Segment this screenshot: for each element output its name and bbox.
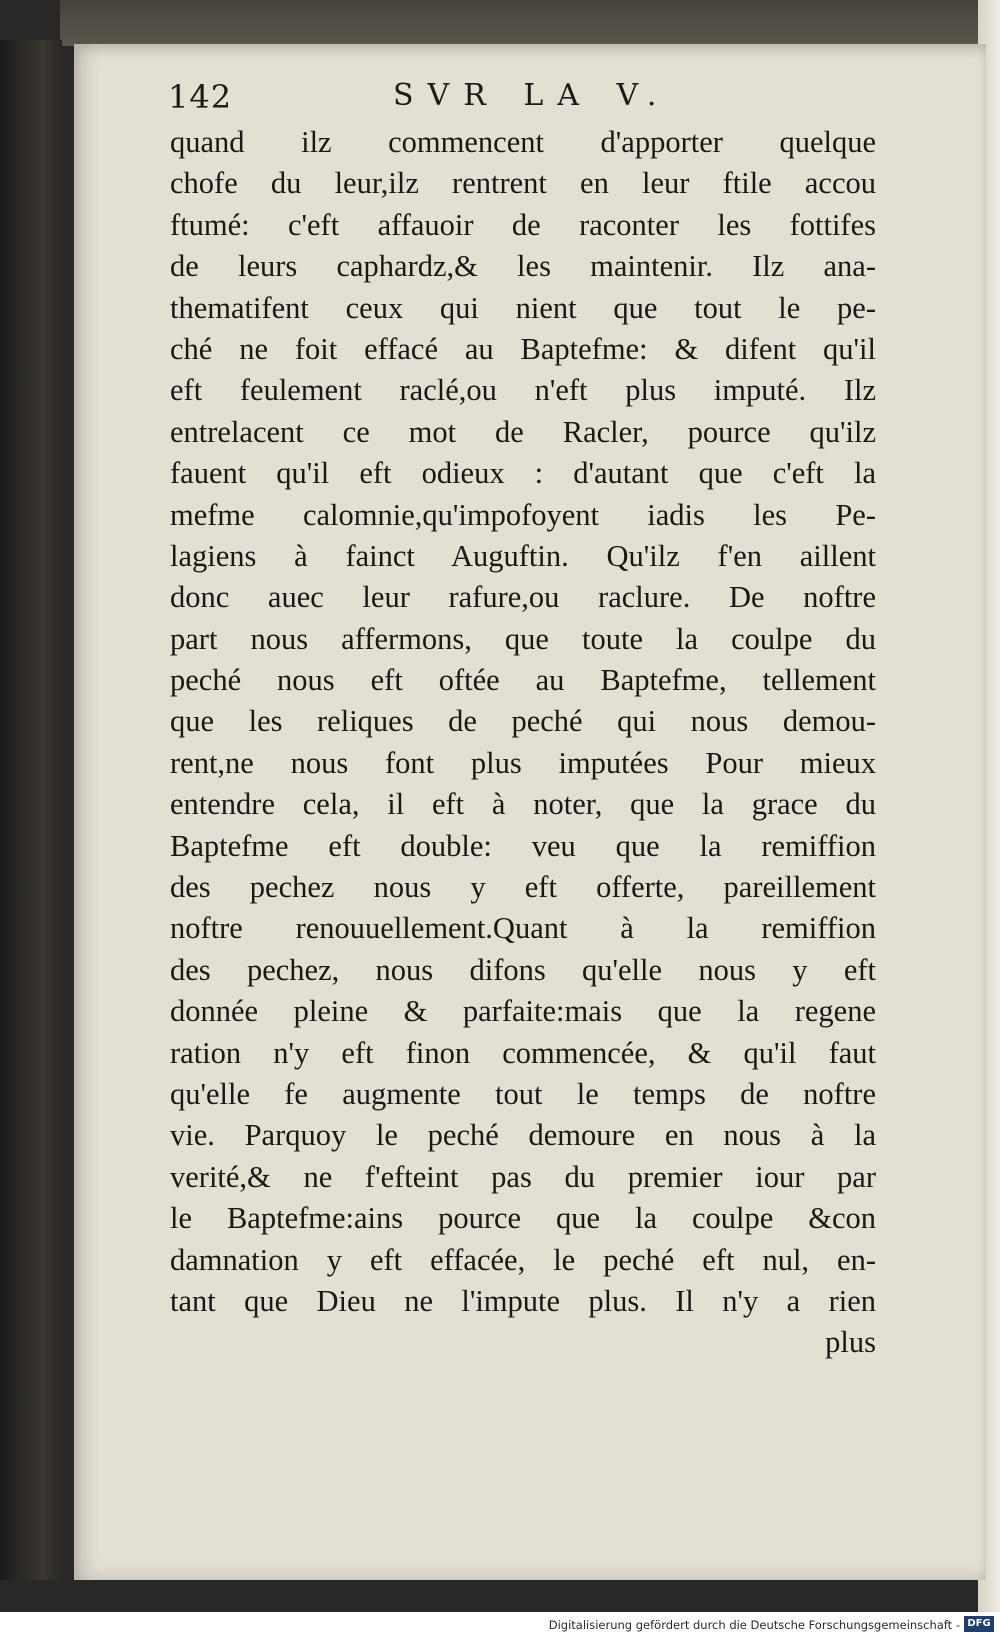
text-line: que les reliques de peché qui nous demou-: [170, 704, 876, 739]
text-line: donnée pleine & parfaite:mais que la regene: [170, 994, 876, 1029]
body-text: [170, 122, 876, 1364]
text-line: entendre cela, il eft à noter, que la grace du: [170, 787, 876, 822]
text-line: mefme calomnie,qu'impofoyent iadis les Pe-: [170, 497, 876, 532]
text-line: eft feulement raclé,ou n'eft plus imputé. Ilz: [170, 373, 876, 408]
text-line: donc auec leur rafure,ou raclure. De noftre: [170, 580, 876, 615]
text-line: Baptefme eft double: veu que la remiffion: [170, 828, 876, 863]
text-line: chofe du leur,ilz rentrent en leur ftile accou: [170, 166, 876, 201]
text-line: noftre renouuellement.Quant à la remiffion: [170, 911, 876, 946]
running-title: SVR LA V.: [393, 78, 671, 113]
text-line: ftumé: c'eft affauoir de raconter les fottifes: [170, 207, 876, 242]
text-line: rent,ne nous font plus imputées Pour mieux: [170, 745, 876, 780]
text-line: le Baptefme:ains pource que la coulpe &con: [170, 1201, 876, 1236]
catchword: plus: [825, 1325, 876, 1360]
text-line: de leurs caphardz,& les maintenir. Ilz ana-: [170, 249, 876, 284]
text-line: damnation y eft effacée, le peché eft nul, en-: [170, 1242, 876, 1277]
text-line: qu'elle fe augmente tout le temps de noftre: [170, 1076, 876, 1111]
text-line: fauent qu'il eft odieux : d'autant que c'eft la: [170, 456, 876, 491]
text-line: des pechez nous y eft offerte, pareillement: [170, 870, 876, 905]
text-line: quand ilz commencent d'apporter quelque: [170, 125, 876, 159]
text-line: vie. Parquoy le peché demoure en nous à la: [170, 1118, 876, 1153]
text-line: thematifent ceux qui nient que tout le pe-: [170, 290, 876, 325]
book-top-edge: [60, 0, 978, 46]
dfg-logo-icon: DFG: [964, 1616, 994, 1632]
text-line: entrelacent ce mot de Racler, pource qu'ilz: [170, 414, 876, 449]
page-number: 142: [168, 78, 233, 116]
book-binding: [0, 40, 62, 1580]
funding-credit: Digitalisierung gefördert durch die Deutsche Forschungsgemeinschaft -: [548, 1618, 960, 1632]
text-line: tant que Dieu ne l'impute plus. Il n'y a rien: [170, 1283, 876, 1318]
text-line: lagiens à fainct Auguftin. Qu'ilz f'en aillent: [170, 538, 876, 573]
text-line: verité,& ne f'efteint pas du premier iour par: [170, 1159, 876, 1194]
text-line: ration n'y eft finon commencée, & qu'il faut: [170, 1035, 876, 1070]
footer-bar: [0, 1612, 1000, 1638]
text-line: ché ne foit effacé au Baptefme: & difent qu'il: [170, 331, 876, 366]
text-line: des pechez, nous difons qu'elle nous y eft: [170, 952, 876, 987]
text-line: part nous affermons, que toute la coulpe du: [170, 621, 876, 656]
text-line: peché nous eft oftée au Baptefme, tellement: [170, 663, 876, 698]
